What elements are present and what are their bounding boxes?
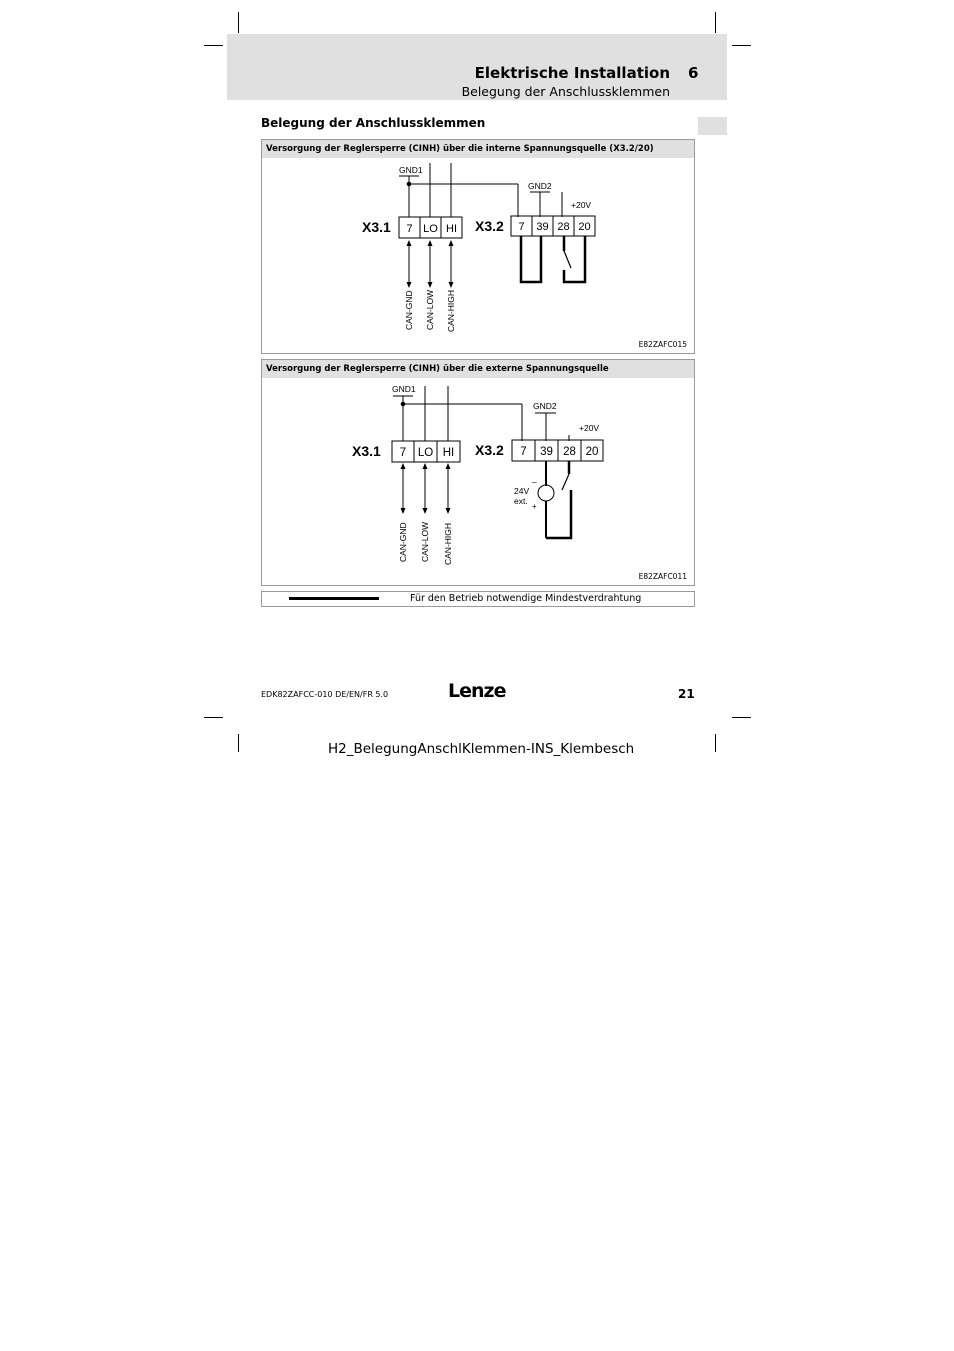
crop-mark <box>238 734 239 752</box>
gnd1-label: GND1 <box>399 165 423 175</box>
plus20v-label: +20V <box>579 423 600 433</box>
page-number: 21 <box>678 687 695 701</box>
terminal-x32-7: 7 <box>518 221 525 233</box>
can-gnd-label: CAN-GND <box>404 290 414 330</box>
x32-label: X3.2 <box>475 442 504 458</box>
page-subtitle: Belegung der Anschlussklemmen <box>461 84 670 99</box>
legend-line-sample <box>289 597 379 600</box>
wiring-diagram-internal <box>262 158 694 353</box>
can-low-label: CAN-LOW <box>425 289 435 330</box>
terminal-x32-39: 39 <box>536 221 549 233</box>
crop-mark <box>715 734 716 752</box>
wiring-diagram-external <box>262 378 694 585</box>
gnd1-label: GND1 <box>392 384 416 394</box>
ext-minus-sign: _ <box>532 474 537 483</box>
legend-text: Für den Betrieb notwendige Mindestverdrahtung <box>410 593 642 604</box>
can-gnd-label: CAN-GND <box>398 522 408 562</box>
plus20v-label: +20V <box>571 200 592 210</box>
gnd2-label: GND2 <box>528 181 552 191</box>
figure-internal-supply <box>261 139 695 354</box>
x31-label: X3.1 <box>362 219 391 235</box>
can-low-label: CAN-LOW <box>420 521 430 562</box>
legend-box <box>261 591 695 607</box>
terminal-x31-7: 7 <box>406 223 413 235</box>
terminal-x32-20: 20 <box>578 221 591 233</box>
crop-mark <box>732 717 751 718</box>
chapter-number: 6 <box>688 64 699 82</box>
can-high-label: CAN-HIGH <box>446 289 456 332</box>
terminal-x31-lo: LO <box>417 447 434 459</box>
terminal-x31-hi: HI <box>442 447 455 459</box>
file-slug: H2_BelegungAnschlKlemmen-INS_Klembesch <box>328 741 635 757</box>
chapter-tab <box>698 117 727 135</box>
can-high-label: CAN-HIGH <box>443 522 453 565</box>
figure-caption: Versorgung der Reglersperre (CINH) über die interne Spannungsquelle (X3.2/20) <box>262 140 694 158</box>
terminal-x32-28: 28 <box>563 446 576 458</box>
gnd2-label: GND2 <box>533 401 557 411</box>
ext-source-label: ext. <box>514 496 528 506</box>
terminal-x32-20: 20 <box>585 446 599 458</box>
terminal-x32-7: 7 <box>520 446 527 458</box>
figure-external-supply <box>261 359 695 586</box>
ext-source-voltage: 24V <box>514 486 530 496</box>
figure-reference: E82ZAFC011 <box>638 572 687 581</box>
ext-plus-sign: + <box>532 502 537 511</box>
figure-reference: E82ZAFC015 <box>638 340 687 349</box>
terminal-x31-hi: HI <box>446 223 457 235</box>
page-title: Elektrische Installation <box>474 64 670 82</box>
terminal-x31-7: 7 <box>399 447 407 459</box>
terminal-x32-28: 28 <box>557 221 570 233</box>
x31-label: X3.1 <box>352 443 381 459</box>
crop-mark <box>715 12 716 33</box>
crop-mark <box>204 717 223 718</box>
crop-mark <box>238 12 239 33</box>
document-id: EDK82ZAFCC-010 DE/EN/FR 5.0 <box>261 690 389 699</box>
crop-mark <box>732 45 751 46</box>
brand-logo: Lenze <box>448 680 506 702</box>
figure-caption: Versorgung der Reglersperre (CINH) über die externe Spannungsquelle <box>262 360 694 378</box>
crop-mark <box>204 45 223 46</box>
terminal-x32-39: 39 <box>540 446 553 458</box>
section-title: Belegung der Anschlussklemmen <box>261 116 486 130</box>
terminal-x31-lo: LO <box>423 223 438 235</box>
x32-label: X3.2 <box>475 218 504 234</box>
